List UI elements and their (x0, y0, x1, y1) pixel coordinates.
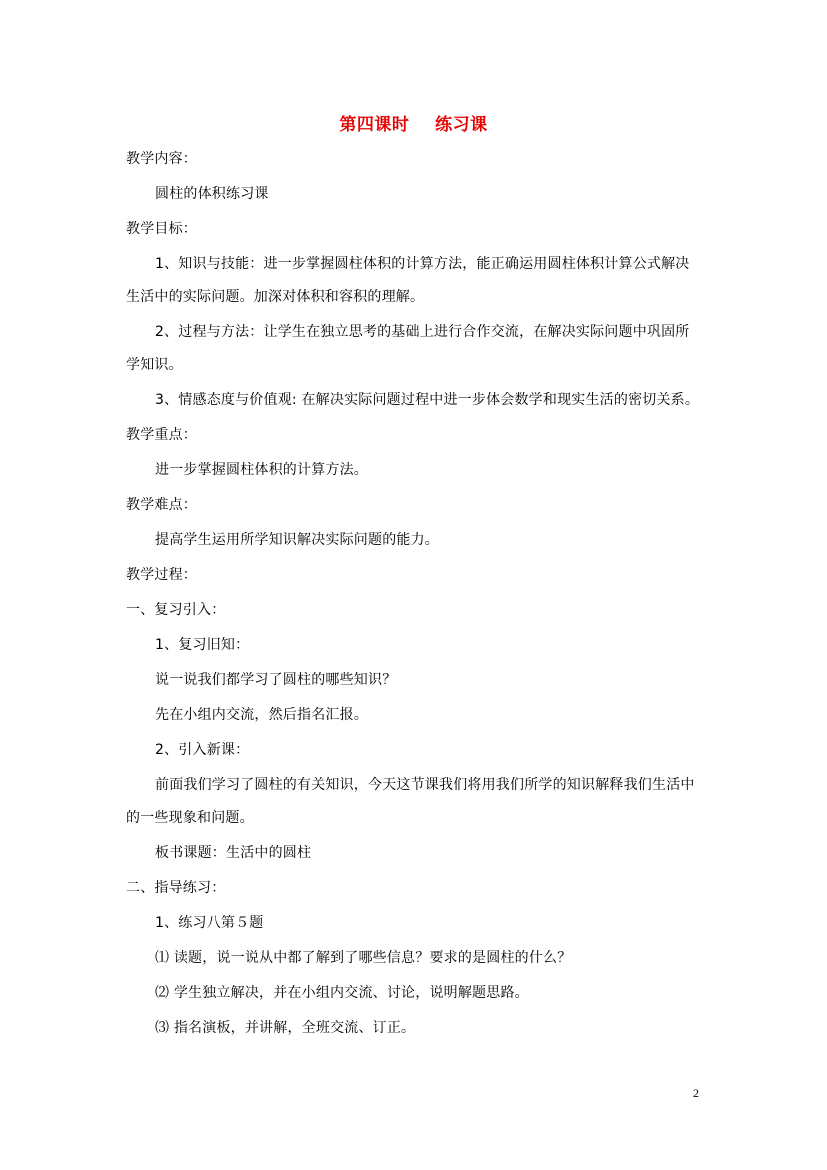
exercise-step-1: ⑴ 读题，说一说从中都了解到了哪些信息？要求的是圆柱的什么？ (155, 950, 572, 966)
page-number: 2 (693, 1086, 699, 1100)
exercise-step-3: ⑶ 指名演板，并讲解，全班交流、订正。 (155, 1020, 416, 1036)
heading-teaching-process: 教学过程： (126, 567, 197, 583)
section-1-heading: 一、复习引入： (126, 602, 226, 618)
exercise-step-2: ⑵ 学生独立解决，并在小组内交流、讨论，说明解题思路。 (155, 985, 529, 1001)
step-review: 1、复习旧知： (155, 637, 250, 653)
key-points-text: 进一步掌握圆柱体积的计算方法。 (155, 462, 368, 478)
review-question: 说一说我们都学习了圆柱的哪些知识？ (155, 672, 397, 688)
teaching-content-text: 圆柱的体积练习课 (155, 186, 269, 202)
review-activity: 先在小组内交流，然后指名汇报。 (155, 707, 368, 723)
new-lesson-line-1: 前面我们学习了圆柱的有关知识，今天这节课我们将用我们所学的知识解释我们生活中 (155, 777, 695, 793)
goal-2-line-2: 学知识。 (126, 357, 183, 373)
goal-1-line-1: 1、知识与技能：进一步掌握圆柱体积的计算方法，能正确运用圆柱体积计算公式解决 (155, 256, 690, 272)
heading-teaching-content: 教学内容： (126, 151, 197, 167)
section-2-heading: 二、指导练习： (126, 880, 226, 896)
goal-1-line-2: 生活中的实际问题。加深对体积和容积的理解。 (126, 289, 425, 305)
difficulties-text: 提高学生运用所学知识解决实际问题的能力。 (155, 532, 439, 548)
heading-difficulties: 教学难点： (126, 497, 197, 513)
board-title: 板书课题：生活中的圆柱 (155, 845, 312, 861)
lesson-title: 第四课时 练习课 (339, 115, 488, 135)
heading-teaching-goals: 教学目标： (126, 221, 197, 237)
exercise-item: 1、练习八第５题 (155, 915, 264, 931)
step-new-lesson: 2、引入新课： (155, 742, 250, 758)
goal-3: 3、情感态度与价值观: 在解决实际问题过程中进一步体会数学和现实生活的密切关系。 (155, 392, 700, 408)
new-lesson-line-2: 的一些现象和问题。 (126, 810, 254, 826)
goal-2-line-1: 2、过程与方法：让学生在独立思考的基础上进行合作交流，在解决实际问题中巩固所 (155, 324, 690, 340)
heading-key-points: 教学重点： (126, 427, 197, 443)
